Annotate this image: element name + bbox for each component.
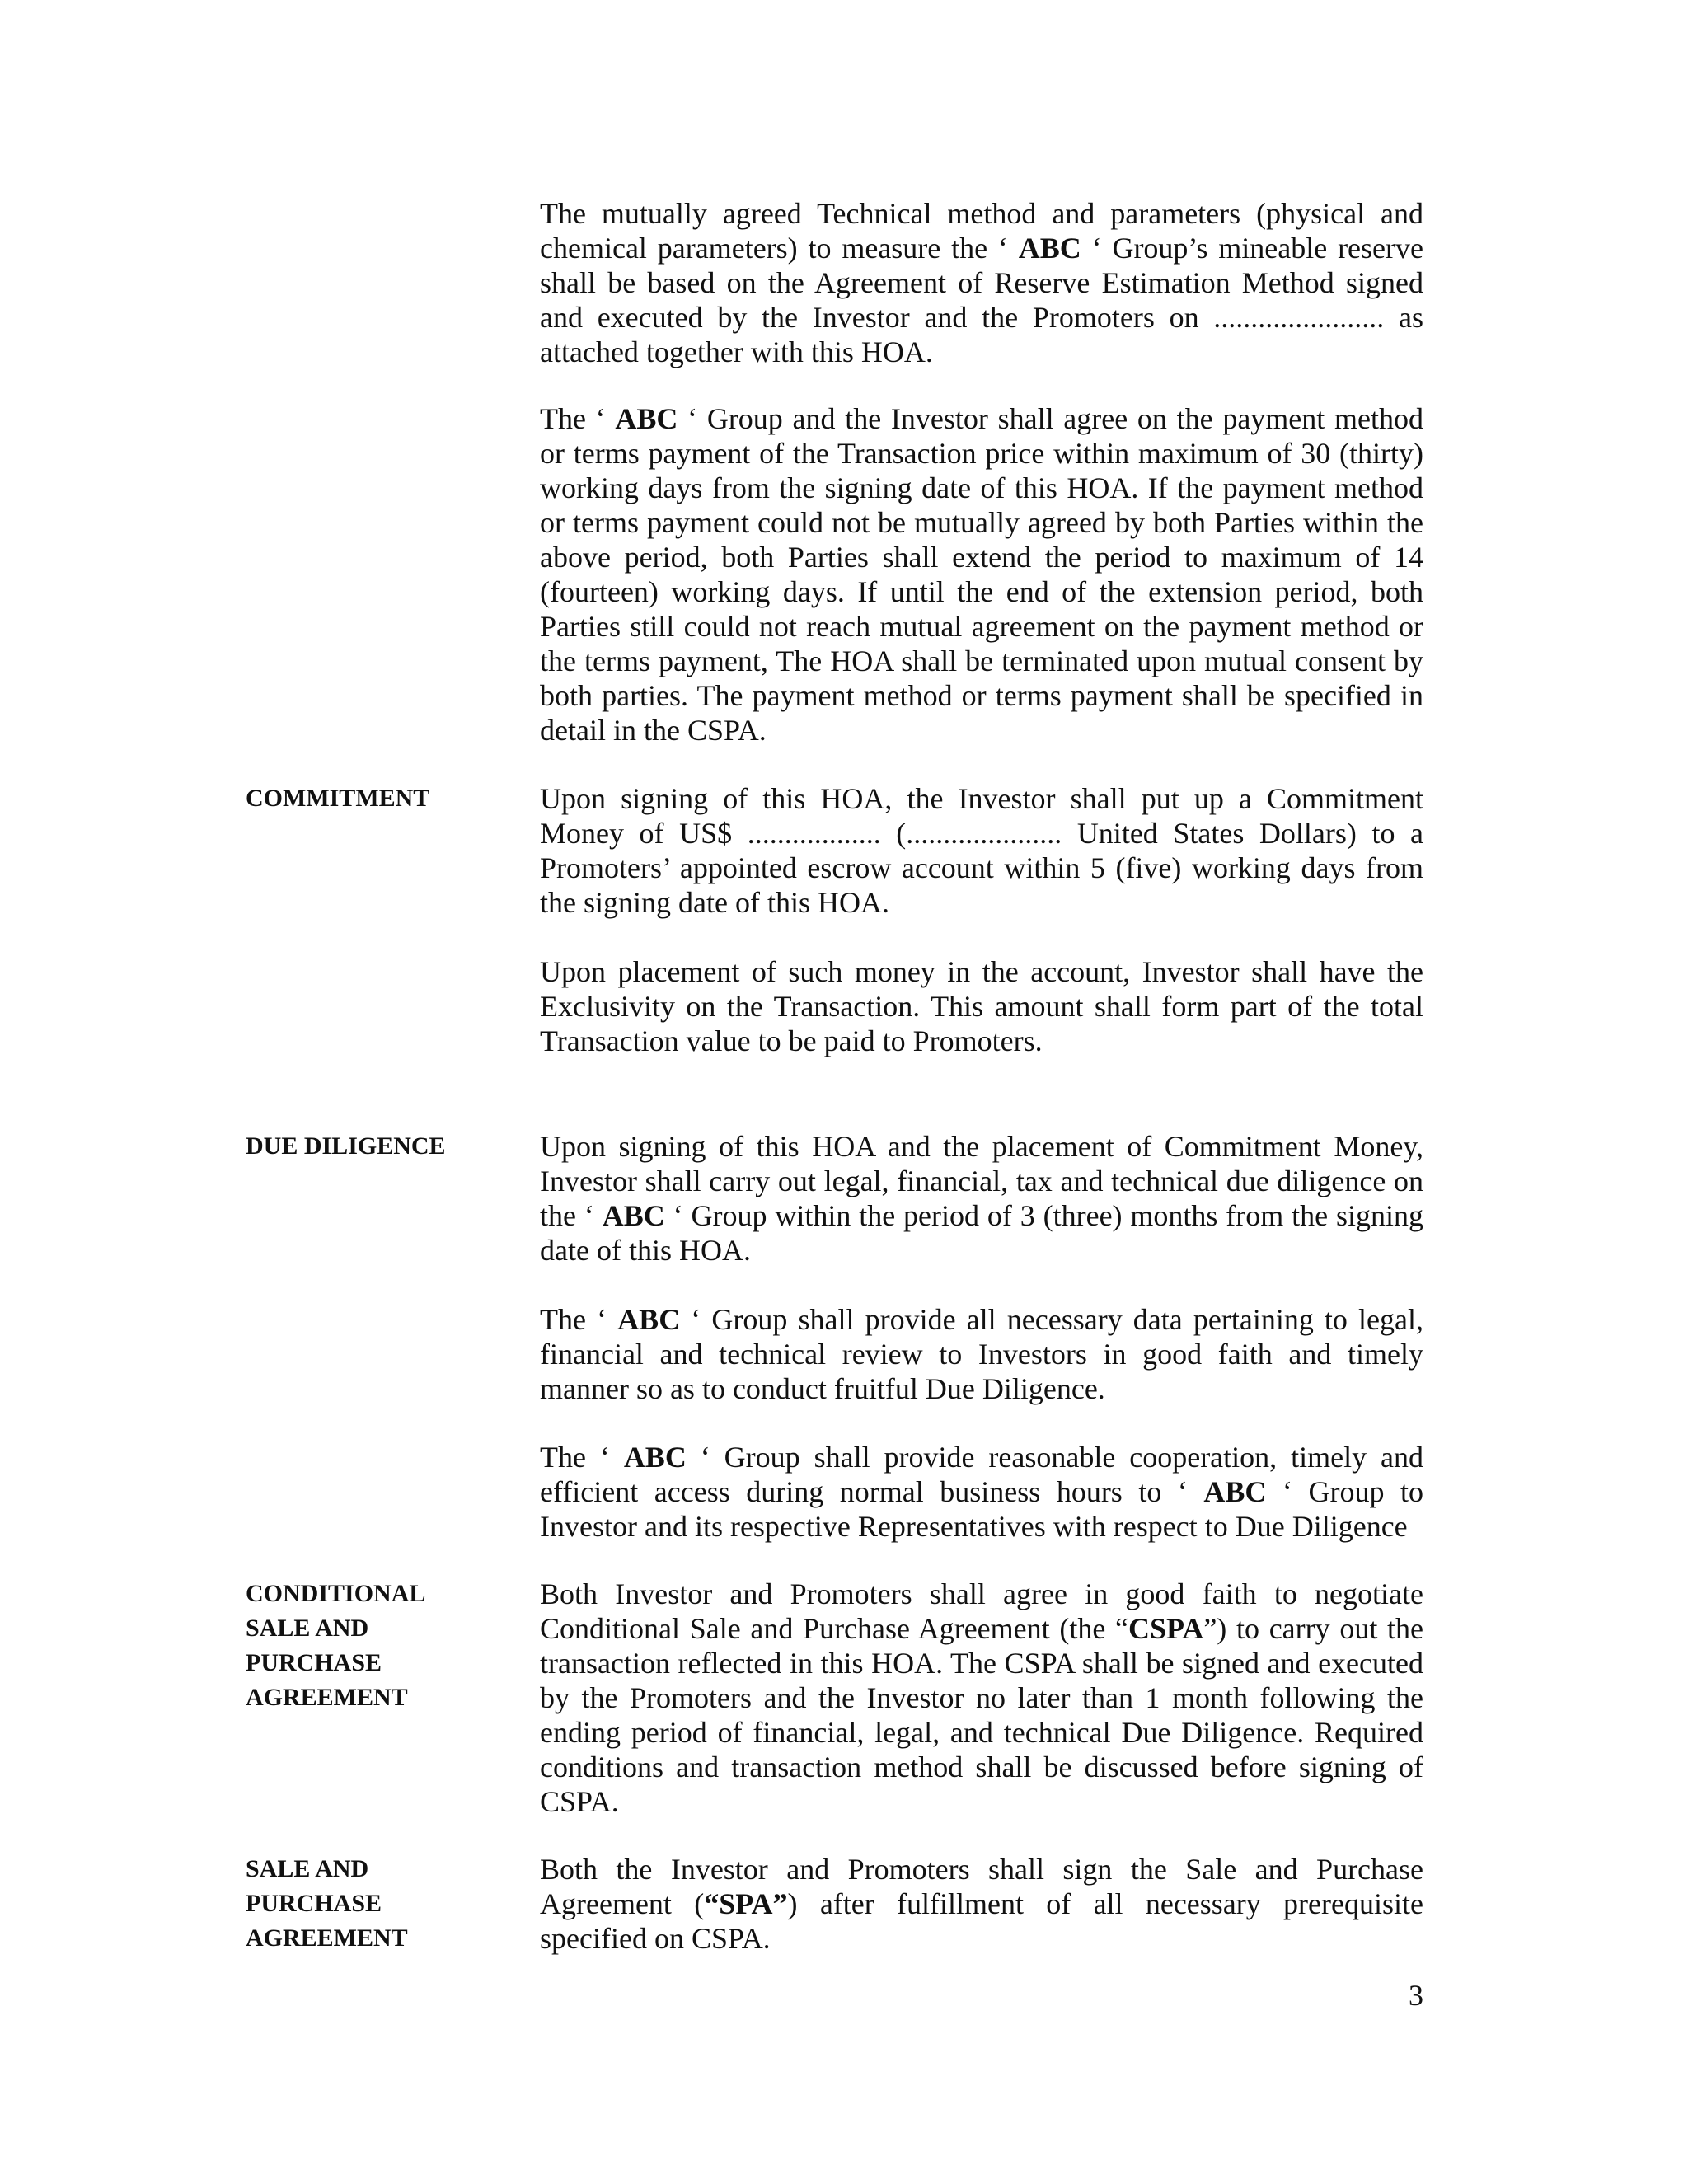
body-paragraph	[540, 401, 1431, 748]
section-heading-line: PURCHASE	[246, 1890, 382, 1917]
paragraph-text: The ‘	[540, 1303, 618, 1336]
paragraph-text: Upon placement of such money in the account, Investor shall have the Exclusivity on the Transaction. This amount shall form part of the total Transaction value to be paid to Promoters.	[540, 955, 1431, 1057]
section-heading-line: COMMITMENT	[246, 785, 430, 812]
page-number: 3	[1409, 1979, 1423, 2012]
bold-text: ABC	[617, 1303, 681, 1336]
paragraph-text: ‘ Group and the Investor shall agree on the payment method or terms payment of the Transaction price within maximum of 30 (thirty) working days from the signing date of this HOA. If the payment method or terms payment could not be mutually agreed by both Parties within the above period, both Parties shall extend the period to maximum of 14 (fourteen) working days. If until the end of the extension period, both Parties still could not reach mutual agreement on the payment method or the terms payment, The HOA shall be terminated upon mutual consent by both parties. The payment method or terms payment shall be specified in detail in the CSPA.	[540, 402, 1431, 747]
bold-text: “SPA”	[704, 1887, 788, 1920]
section-heading-line: SALE AND	[246, 1855, 369, 1882]
paragraph-text: Both Investor and Promoters shall agree in good faith to negotiate Conditional Sale and Purchase Agreement (the “	[540, 1577, 1431, 1645]
section-heading-line: AGREEMENT	[246, 1924, 408, 1952]
section-heading	[246, 1129, 493, 1164]
paragraph-text: The ‘	[540, 1441, 624, 1474]
bold-text: ABC	[1203, 1475, 1267, 1508]
body-paragraph	[540, 1577, 1431, 1819]
bold-text: CSPA	[1128, 1612, 1204, 1645]
paragraph-text: ‘ Group’s mineable reserve shall be based on the Agreement of Reserve Estimation Method signed and executed by the Investor and the Promoters on ....................... as attached together with this HOA.	[540, 232, 1431, 368]
bold-text: ABC	[1018, 232, 1081, 265]
body-paragraph	[540, 954, 1431, 1058]
paragraph-text: ‘ Group within the period of 3 (three) months from the signing date of this HOA.	[540, 1199, 1432, 1267]
paragraph-text: ”) to carry out the transaction reflected in this HOA. The CSPA shall be signed and executed by the Promoters and the Investor no later than 1 month following the ending period of financial, legal, and technical Due Diligence. Required conditions and transaction method shall be discussed before signing of CSPA.	[540, 1612, 1431, 1818]
paragraph-text: Both the Investor and Promoters shall sign the Sale and Purchase Agreement (	[540, 1853, 1430, 1920]
paragraph-text: Upon signing of this HOA and the placement of Commitment Money, Investor shall carry out legal, financial, tax and technical due diligence on the ‘	[540, 1130, 1431, 1232]
section-heading-line: SALE AND	[246, 1615, 369, 1642]
section-heading	[246, 781, 493, 816]
section-heading-line: AGREEMENT	[246, 1684, 408, 1711]
paragraph-text: The mutually agreed Technical method and parameters (physical and chemical parameters) to measure the ‘	[540, 197, 1431, 265]
body-paragraph	[540, 1302, 1431, 1406]
section-heading	[246, 1577, 493, 1715]
bold-text: ABC	[615, 402, 678, 435]
paragraph-text: Upon signing of this HOA, the Investor shall put up a Commitment Money of US$ .................. (..................... United States Dollars) to a Promoters’ appointed escrow account within 5 (five) working days from the signing date of this HOA.	[540, 782, 1431, 919]
body-paragraph	[540, 1852, 1431, 1956]
body-paragraph	[540, 196, 1431, 369]
body-paragraph	[540, 1440, 1431, 1544]
paragraph-text: The ‘	[540, 402, 616, 435]
bold-text: ABC	[602, 1199, 665, 1232]
paragraph-text: ) after fulfillment of all necessary prerequisite specified on CSPA.	[540, 1887, 1431, 1955]
paragraph-text: ‘ Group to Investor and its respective Representatives with respect to Due Diligence	[540, 1475, 1431, 1543]
body-paragraph	[540, 1129, 1432, 1268]
section-heading	[246, 1852, 493, 1956]
paragraph-text: ‘ Group shall provide all necessary data pertaining to legal, financial and technical review to Investors in good faith and timely manner so as to conduct fruitful Due Diligence.	[540, 1303, 1431, 1405]
paragraph-text: ‘ Group shall provide reasonable cooperation, timely and efficient access during normal business hours to ‘	[540, 1441, 1431, 1508]
bold-text: ABC	[623, 1441, 687, 1474]
body-paragraph	[540, 781, 1431, 920]
section-heading-line: DUE DILIGENCE	[246, 1132, 446, 1160]
section-heading-line: PURCHASE	[246, 1649, 382, 1676]
section-heading-line: CONDITIONAL	[246, 1580, 426, 1607]
